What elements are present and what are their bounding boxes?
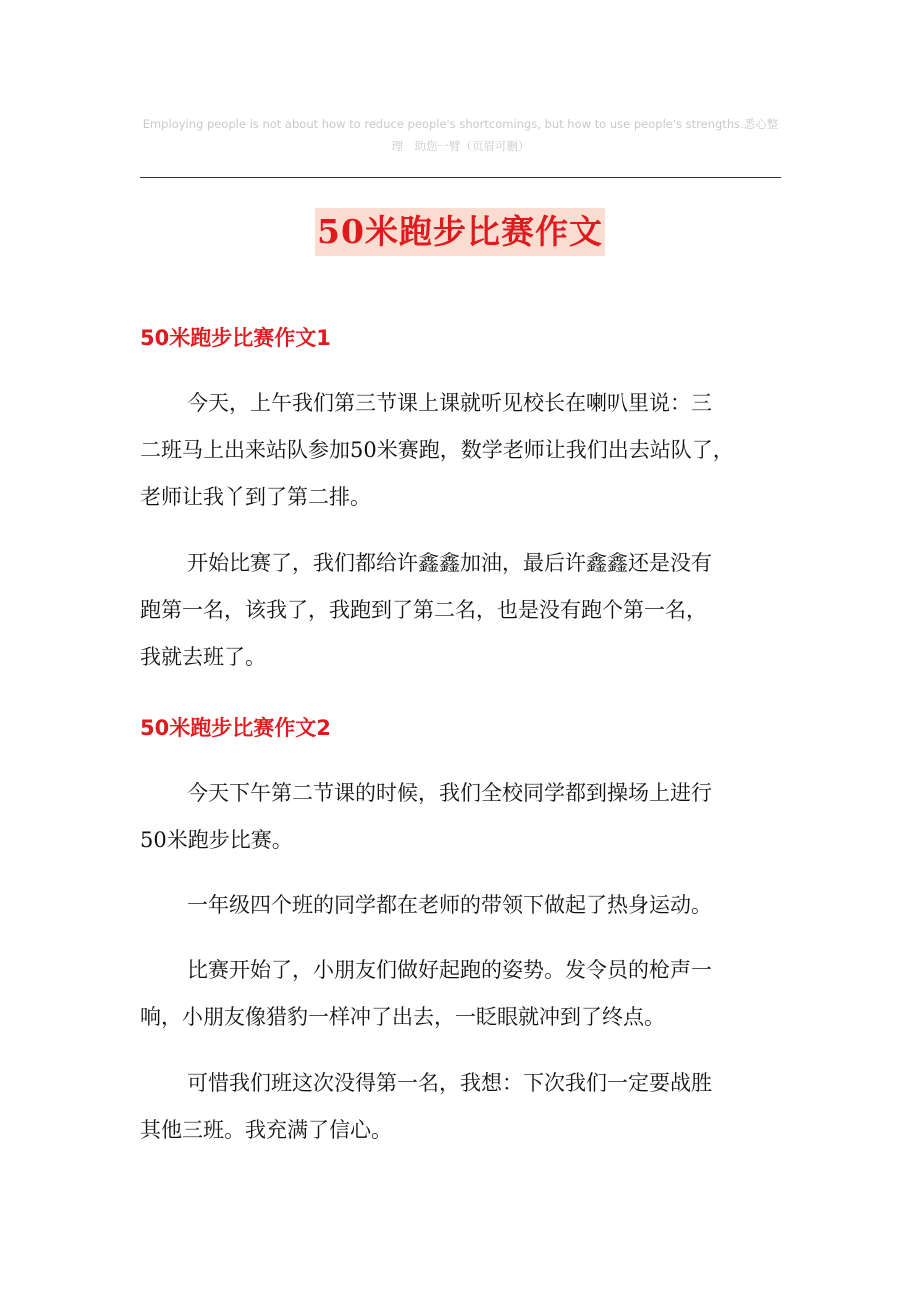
section-heading-1: 50米跑步比赛作文1 xyxy=(140,326,331,350)
paragraph-line: 二班马上出来站队参加50米赛跑，数学老师让我们出去站队了， xyxy=(140,438,734,462)
paragraph-line: 其他三班。我充满了信心。 xyxy=(140,1118,392,1142)
page-title: 50米跑步比赛作文 xyxy=(315,208,605,256)
title-container xyxy=(0,208,920,256)
paragraph-line: 开始比赛了，我们都给许鑫鑫加油，最后许鑫鑫还是没有 xyxy=(187,551,712,575)
paragraph xyxy=(140,770,800,864)
paragraph-line: 老师让我丫到了第二排。 xyxy=(140,485,371,509)
header-line-1: Employing people is not about how to reduce people's shortcomings, but how to use people's strengths.悉心整 xyxy=(142,117,779,131)
paragraph-line: 我就去班了。 xyxy=(140,645,266,669)
section-heading-2: 50米跑步比赛作文2 xyxy=(140,716,331,740)
paragraph-line: 跑第一名，该我了，我跑到了第二名，也是没有跑个第一名， xyxy=(140,598,707,622)
header-divider xyxy=(140,177,781,178)
paragraph xyxy=(140,947,800,1041)
paragraph-line: 50米跑步比赛。 xyxy=(140,828,293,852)
paragraph-line: 可惜我们班这次没得第一名，我想：下次我们一定要战胜 xyxy=(187,1071,712,1095)
header-line-2: 理 助您一臂（页眉可删） xyxy=(391,139,530,153)
paragraph xyxy=(140,380,800,521)
paragraph xyxy=(140,882,800,929)
page-header xyxy=(140,113,781,157)
paragraph xyxy=(140,540,800,681)
paragraph-line: 今天下午第二节课的时候，我们全校同学都到操场上进行 xyxy=(187,781,712,805)
paragraph-line: 比赛开始了，小朋友们做好起跑的姿势。发令员的枪声一 xyxy=(187,958,712,982)
paragraph-line: 响，小朋友像猎豹一样冲了出去，一眨眼就冲到了终点。 xyxy=(140,1005,665,1029)
paragraph-line: 今天，上午我们第三节课上课就听见校长在喇叭里说：三 xyxy=(187,391,712,415)
paragraph xyxy=(140,1060,800,1154)
paragraph-line: 一年级四个班的同学都在老师的带领下做起了热身运动。 xyxy=(187,893,712,917)
